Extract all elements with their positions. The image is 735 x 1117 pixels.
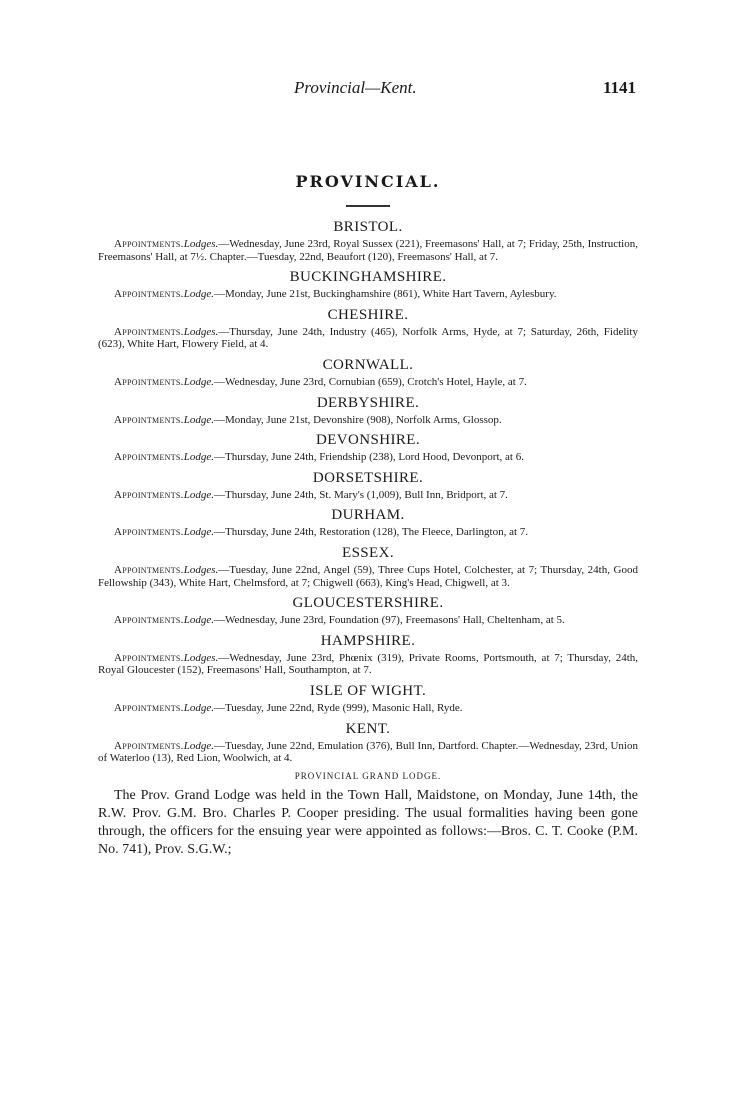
section xyxy=(98,357,638,389)
county-heading: ISLE OF WIGHT. xyxy=(309,682,427,699)
lodge-kind: Lodges. xyxy=(183,238,219,250)
section xyxy=(98,545,638,589)
county-heading: HAMPSHIRE. xyxy=(320,632,416,649)
section xyxy=(98,269,638,301)
appointments-label: Appointments. xyxy=(114,451,184,464)
county-heading: ESSEX. xyxy=(342,544,394,561)
lodge-kind: Lodge. xyxy=(183,288,214,301)
county-heading: KENT. xyxy=(345,720,391,737)
appointment-entry xyxy=(98,414,638,427)
appointments-label: Appointments. xyxy=(114,739,184,752)
appointment-entry xyxy=(98,526,638,539)
lodge-kind: Lodge. xyxy=(183,739,214,752)
appointments-label: Appointments. xyxy=(114,701,184,714)
section xyxy=(98,507,638,539)
page-number: 1141 xyxy=(602,78,636,97)
section xyxy=(98,470,638,502)
entry-text: —Wednesday, June 23rd, Cornubian (659), Crotch's Hotel, Hayle, at 7. xyxy=(213,375,527,388)
appointments-label: Appointments. xyxy=(114,651,184,664)
appointment-entry xyxy=(98,614,638,627)
appointment-entry xyxy=(98,288,638,301)
appointments-label: Appointments. xyxy=(114,488,184,501)
county-heading: DORSETSHIRE. xyxy=(312,469,424,486)
entry-text: —Wednesday, June 23rd, Foundation (97), Freemasons' Hall, Cheltenham, at 5. xyxy=(213,614,565,627)
body-paragraph: The Prov. Grand Lodge was held in the Town Hall, Maidstone, on Monday, June 14th, the R.W. Prov. G.M. Bro. Charles P. Cooper presiding. The usual formalities having been gone through, the officers for the ensuing year were appointed as follows:—Bros. C. T. Cooke (P.M. No. 741), Prov. S.G.W.; xyxy=(98,787,638,857)
section xyxy=(98,595,638,627)
appointment-entry xyxy=(98,326,638,351)
appointments-label: Appointments. xyxy=(114,325,184,338)
appointment-entry xyxy=(98,238,638,263)
appointments-label: Appointments. xyxy=(114,563,184,576)
entry-text: —Wednesday, June 23rd, Royal Sussex (221), Freemasons' Hall, at 7; Friday, 25th, Instruction, Freemasons' Hall, at 7½. Chapter.—Tuesday, 22nd, Beaufort (120), Freemasons' Hall, at 7. xyxy=(98,238,638,263)
running-title: Provincial—Kent. xyxy=(294,78,417,97)
entry-text: —Thursday, June 24th, St. Mary's (1,009), Bull Inn, Bridport, at 7. xyxy=(213,488,508,501)
appointment-entry xyxy=(98,489,638,502)
title-rule xyxy=(346,205,390,207)
lodge-kind: Lodges. xyxy=(183,563,219,576)
appointments-label: Appointments. xyxy=(114,413,184,426)
lodge-kind: Lodge. xyxy=(183,701,214,714)
county-heading: BRISTOL. xyxy=(333,219,403,235)
lodge-kind: Lodge. xyxy=(183,614,214,627)
section xyxy=(98,307,638,351)
county-heading: DERBYSHIRE. xyxy=(316,394,420,411)
entry-text: —Tuesday, June 22nd, Ryde (999), Masonic Hall, Ryde. xyxy=(213,701,463,714)
section xyxy=(98,395,638,427)
entry-text: —Tuesday, June 22nd, Angel (59), Three Cups Hotel, Colchester, at 7; Thursday, 24th, Good Fellowship (343), White Hart, Chelmsford, at 7; Chigwell (663), King's Head, Chigwell, at 3. xyxy=(98,563,638,589)
appointments-label: Appointments. xyxy=(114,614,184,627)
appointments-label: Appointments. xyxy=(114,238,184,250)
section xyxy=(98,219,638,263)
appointment-entry xyxy=(98,702,638,715)
lodge-kind: Lodge. xyxy=(183,526,214,539)
appointment-entry xyxy=(98,740,638,765)
county-heading: DURHAM. xyxy=(331,507,405,524)
entry-text: —Thursday, June 24th, Friendship (238), Lord Hood, Devonport, at 6. xyxy=(213,451,524,464)
appointments-label: Appointments. xyxy=(114,375,184,388)
entry-text: —Thursday, June 24th, Restoration (128), The Fleece, Darlington, at 7. xyxy=(213,526,529,539)
entry-text: —Monday, June 21st, Buckinghamshire (861), White Hart Tavern, Aylesbury. xyxy=(213,288,557,301)
main-title: PROVINCIAL. xyxy=(295,172,441,191)
sub-heading: PROVINCIAL GRAND LODGE. xyxy=(294,770,442,781)
entry-text: —Wednesday, June 23rd, Phœnix (319), Private Rooms, Portsmouth, at 7; Thursday, 24th, Royal Gloucester (152), Freemasons' Hall, Southampton, at 7. xyxy=(98,651,638,677)
lodge-kind: Lodge. xyxy=(183,488,214,501)
running-header xyxy=(98,78,638,104)
county-heading: DEVONSHIRE. xyxy=(316,432,420,449)
appointments-label: Appointments. xyxy=(114,288,184,301)
county-heading: CHESHIRE. xyxy=(327,306,409,323)
appointment-entry xyxy=(98,451,638,464)
lodge-kind: Lodge. xyxy=(183,413,214,426)
section xyxy=(98,721,638,765)
appointment-entry xyxy=(98,652,638,677)
document-page xyxy=(98,78,638,859)
lodge-kind: Lodges. xyxy=(183,325,219,338)
lodge-kind: Lodge. xyxy=(183,375,214,388)
entry-text: —Monday, June 21st, Devonshire (908), Norfolk Arms, Glossop. xyxy=(213,413,502,426)
entry-text: —Tuesday, June 22nd, Emulation (376), Bull Inn, Dartford. Chapter.—Wednesday, 23rd, Union of Waterloo (13), Red Lion, Woolwich, at 4. xyxy=(98,739,638,765)
appointments-label: Appointments. xyxy=(114,526,184,539)
county-heading: CORNWALL. xyxy=(322,356,414,373)
lodge-kind: Lodge. xyxy=(183,451,214,464)
appointment-entry xyxy=(98,564,638,589)
appointment-entry xyxy=(98,376,638,389)
section xyxy=(98,683,638,715)
section xyxy=(98,633,638,677)
lodge-kind: Lodges. xyxy=(183,651,219,664)
section xyxy=(98,432,638,464)
entry-text: —Thursday, June 24th, Industry (465), Norfolk Arms, Hyde, at 7; Saturday, 26th, Fidelity (623), White Hart, Flowery Field, at 4. xyxy=(98,325,638,351)
county-heading: BUCKINGHAMSHIRE. xyxy=(289,269,447,286)
sections-list xyxy=(98,219,638,765)
county-heading: GLOUCESTERSHIRE. xyxy=(292,595,444,612)
